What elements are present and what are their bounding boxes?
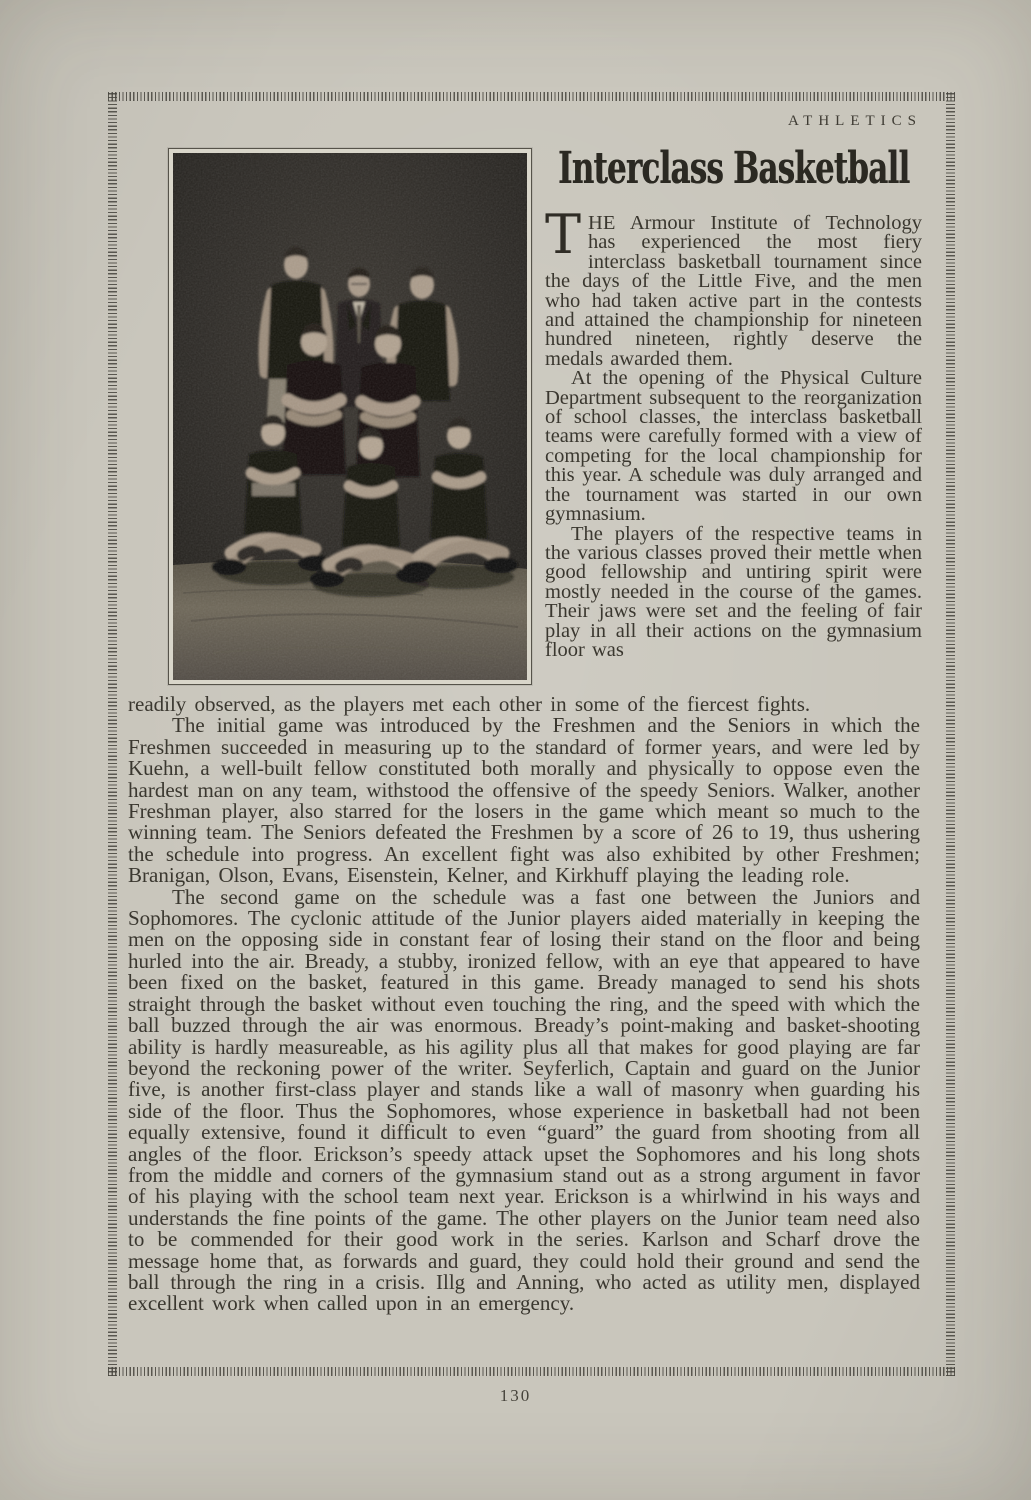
page-number: 130 [499,1386,532,1405]
article-title: Interclass Basketball [558,143,910,194]
article-body [128,694,920,1315]
ornament-border-left [108,92,117,1376]
running-header: ATHLETICS [788,113,922,129]
paragraph-3: The players of the respective teams in the various classes proved their mettle when good fellowship and untiring spirit were mostly needed in the course of the games. Their jaws were set and the feeling of fair play in all their actions on the gymnasium floor was [545,522,922,661]
paragraph-3-continuation: readily observed, as the players met each other in some of the fiercest fights. [128,692,811,716]
paragraph-5: The second game on the schedule was a fast one between the Juniors and Sophomores. The cyclonic attitude of the Junior players aided materially in keeping the men on the opposing side in constant fear of losing their stand on the floor and being hurled into the air. Bready, a stubby, ironized fellow, with an eye that appeared to have been fixed on the basket, featured in this game. Bready managed to send his shots straight through the basket without even touching the ring, and the speed with which the ball buzzed through the air was enormous. Bready’s point-making and basket-shooting ability is hardly measureable, as his agility plus all that makes for good playing are far beyond the reckoning power of the writer. Seyferlich, Captain and guard on the Junior five, is another first-class player and stands like a wall of masonry when guarding his side of the floor. Thus the Sophomores, whose experience in basketball had not been equally extensive, found it difficult to even “guard” the guard from shooting from all angles of the floor. Erickson’s speedy attack upset the Sophomores and his long shots from the middle and corners of the gymnasium stand out as a strong argument in favor of his playing with the school team next year. Erickson is a whirlwind in his ways and understands the fine points of the game. The other players on the Junior team need also to be commended for their good work in the series. Karlson and Scharf drove the message home that, as forwards and guard, they could hold their ground and send the ball through the ring in a crisis. Illg and Anning, who acted as utility men, displayed excellent work when called upon in an emergency. [128,884,920,1316]
paragraph-1-text: HE Armour Institute of Technology has experienced the most fiery interclass basketball tournament since the days of the Little Five, and the men who had taken active part in the contests and attained the championship for nineteen hundred nineteen, rightly deserve the medals awarded them. [545,212,922,370]
paragraph-4: The initial game was introduced by the Freshmen and the Seniors in which the Freshmen succeeded in measuring up to the standard of former years, and were led by Kuehn, a well-built fellow constituted both morally and physically to oppose even the hardest man on any team, withstood the offensive of the speedy Seniors. Walker, another Freshman player, also starred for the losers in the game which meant so much to the winning team. The Seniors defeated the Freshmen by a score of 26 to 19, thus ushering the schedule into progress. An excellent fight was also exhibited by other Freshmen; Branigan, Olson, Evans, Eisenstein, Kelner, and Kirkhuff playing the leading role. [128,713,920,888]
ornament-border-bottom [108,1367,955,1376]
ornament-border-top [108,92,955,101]
paragraph-1 [545,203,922,370]
team-photo-image [173,153,527,680]
article-column [545,203,922,661]
ornament-border-right [946,92,955,1376]
team-photo [168,148,532,685]
paragraph-2: At the opening of the Physical Culture Department subsequent to the reorganization of school classes, the interclass basketball teams were carefully formed with a view of competing for the local championship for this year. A schedule was duly arranged and the tournament was started in our own gymnasium. [545,367,922,526]
drop-cap: T [545,203,582,266]
